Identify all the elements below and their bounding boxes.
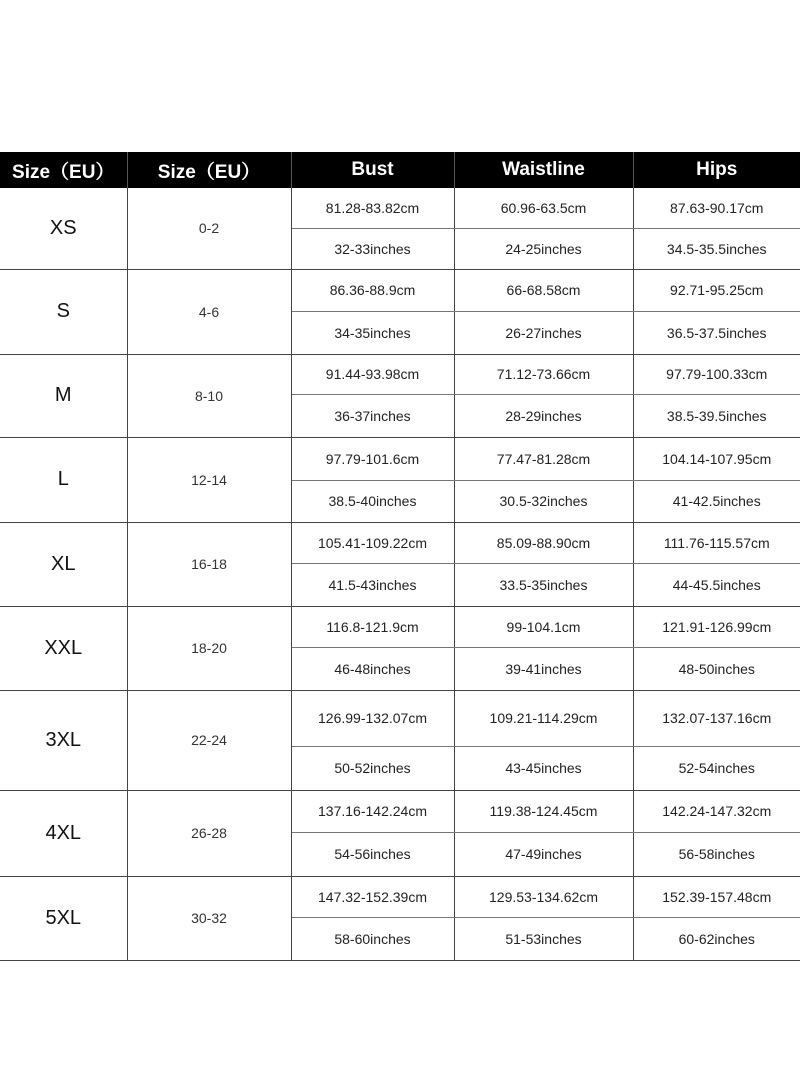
table-row bbox=[0, 188, 800, 228]
table-row bbox=[0, 354, 800, 394]
table-header bbox=[0, 152, 800, 188]
bust-inches-cell: 58-60inches bbox=[291, 917, 454, 960]
table-row bbox=[0, 690, 800, 746]
waistline-inches-cell: 47-49inches bbox=[454, 832, 633, 876]
hips-cm-cell: 92.71-95.25cm bbox=[633, 269, 800, 311]
bust-cm-cell: 105.41-109.22cm bbox=[291, 522, 454, 563]
size-label: 4XL bbox=[0, 790, 127, 876]
bust-inches-cell: 36-37inches bbox=[291, 394, 454, 437]
table-row bbox=[0, 876, 800, 917]
bust-inches-cell: 46-48inches bbox=[291, 647, 454, 690]
header-row bbox=[0, 152, 800, 188]
hips-inches-cell: 52-54inches bbox=[633, 746, 800, 790]
bust-inches-cell: 32-33inches bbox=[291, 228, 454, 269]
hips-cm-cell: 121.91-126.99cm bbox=[633, 606, 800, 647]
hips-inches-cell: 34.5-35.5inches bbox=[633, 228, 800, 269]
bust-cm-cell: 137.16-142.24cm bbox=[291, 790, 454, 832]
waistline-cm-cell: 85.09-88.90cm bbox=[454, 522, 633, 563]
size-label: S bbox=[0, 269, 127, 354]
hips-cm-cell: 132.07-137.16cm bbox=[633, 690, 800, 746]
hips-cm-cell: 142.24-147.32cm bbox=[633, 790, 800, 832]
waistline-cm-cell: 66-68.58cm bbox=[454, 269, 633, 311]
table-row bbox=[0, 522, 800, 563]
size-label: 3XL bbox=[0, 690, 127, 790]
eu-size: 18-20 bbox=[127, 606, 291, 690]
waistline-cm-cell: 60.96-63.5cm bbox=[454, 188, 633, 228]
hips-cm-cell: 87.63-90.17cm bbox=[633, 188, 800, 228]
bust-cm-cell: 97.79-101.6cm bbox=[291, 437, 454, 480]
waistline-cm-cell: 109.21-114.29cm bbox=[454, 690, 633, 746]
bust-inches-cell: 50-52inches bbox=[291, 746, 454, 790]
hips-cm-cell: 104.14-107.95cm bbox=[633, 437, 800, 480]
bust-cm-cell: 116.8-121.9cm bbox=[291, 606, 454, 647]
eu-size: 8-10 bbox=[127, 354, 291, 437]
size-label: 5XL bbox=[0, 876, 127, 960]
size-table bbox=[0, 152, 800, 961]
header-hips: Hips bbox=[633, 152, 800, 188]
waistline-cm-cell: 119.38-124.45cm bbox=[454, 790, 633, 832]
bust-inches-cell: 38.5-40inches bbox=[291, 480, 454, 522]
header-size: Size（EU） bbox=[0, 152, 127, 188]
bust-inches-cell: 41.5-43inches bbox=[291, 563, 454, 606]
table-row bbox=[0, 606, 800, 647]
waistline-inches-cell: 28-29inches bbox=[454, 394, 633, 437]
hips-inches-cell: 44-45.5inches bbox=[633, 563, 800, 606]
bust-cm-cell: 81.28-83.82cm bbox=[291, 188, 454, 228]
eu-size: 16-18 bbox=[127, 522, 291, 606]
eu-size: 26-28 bbox=[127, 790, 291, 876]
size-label: M bbox=[0, 354, 127, 437]
waistline-cm-cell: 129.53-134.62cm bbox=[454, 876, 633, 917]
table-row bbox=[0, 269, 800, 311]
table-row bbox=[0, 437, 800, 480]
header-bust: Bust bbox=[291, 152, 454, 188]
header-waistline: Waistline bbox=[454, 152, 633, 188]
size-label: XS bbox=[0, 188, 127, 269]
eu-size: 4-6 bbox=[127, 269, 291, 354]
bust-cm-cell: 91.44-93.98cm bbox=[291, 354, 454, 394]
bust-cm-cell: 147.32-152.39cm bbox=[291, 876, 454, 917]
table-body bbox=[0, 188, 800, 960]
hips-inches-cell: 56-58inches bbox=[633, 832, 800, 876]
table-row bbox=[0, 790, 800, 832]
size-label: XL bbox=[0, 522, 127, 606]
size-chart bbox=[0, 152, 800, 961]
waistline-inches-cell: 43-45inches bbox=[454, 746, 633, 790]
hips-cm-cell: 97.79-100.33cm bbox=[633, 354, 800, 394]
header-size-eu: Size（EU） bbox=[127, 152, 291, 188]
size-label: L bbox=[0, 437, 127, 522]
hips-inches-cell: 60-62inches bbox=[633, 917, 800, 960]
waistline-cm-cell: 77.47-81.28cm bbox=[454, 437, 633, 480]
hips-inches-cell: 38.5-39.5inches bbox=[633, 394, 800, 437]
hips-inches-cell: 41-42.5inches bbox=[633, 480, 800, 522]
bust-inches-cell: 34-35inches bbox=[291, 311, 454, 354]
waistline-inches-cell: 51-53inches bbox=[454, 917, 633, 960]
eu-size: 30-32 bbox=[127, 876, 291, 960]
waistline-inches-cell: 30.5-32inches bbox=[454, 480, 633, 522]
eu-size: 0-2 bbox=[127, 188, 291, 269]
waistline-inches-cell: 26-27inches bbox=[454, 311, 633, 354]
hips-cm-cell: 152.39-157.48cm bbox=[633, 876, 800, 917]
size-label: XXL bbox=[0, 606, 127, 690]
waistline-inches-cell: 33.5-35inches bbox=[454, 563, 633, 606]
hips-cm-cell: 111.76-115.57cm bbox=[633, 522, 800, 563]
bust-cm-cell: 126.99-132.07cm bbox=[291, 690, 454, 746]
bust-inches-cell: 54-56inches bbox=[291, 832, 454, 876]
hips-inches-cell: 36.5-37.5inches bbox=[633, 311, 800, 354]
bust-cm-cell: 86.36-88.9cm bbox=[291, 269, 454, 311]
waistline-cm-cell: 71.12-73.66cm bbox=[454, 354, 633, 394]
waistline-inches-cell: 24-25inches bbox=[454, 228, 633, 269]
waistline-cm-cell: 99-104.1cm bbox=[454, 606, 633, 647]
hips-inches-cell: 48-50inches bbox=[633, 647, 800, 690]
waistline-inches-cell: 39-41inches bbox=[454, 647, 633, 690]
eu-size: 22-24 bbox=[127, 690, 291, 790]
eu-size: 12-14 bbox=[127, 437, 291, 522]
